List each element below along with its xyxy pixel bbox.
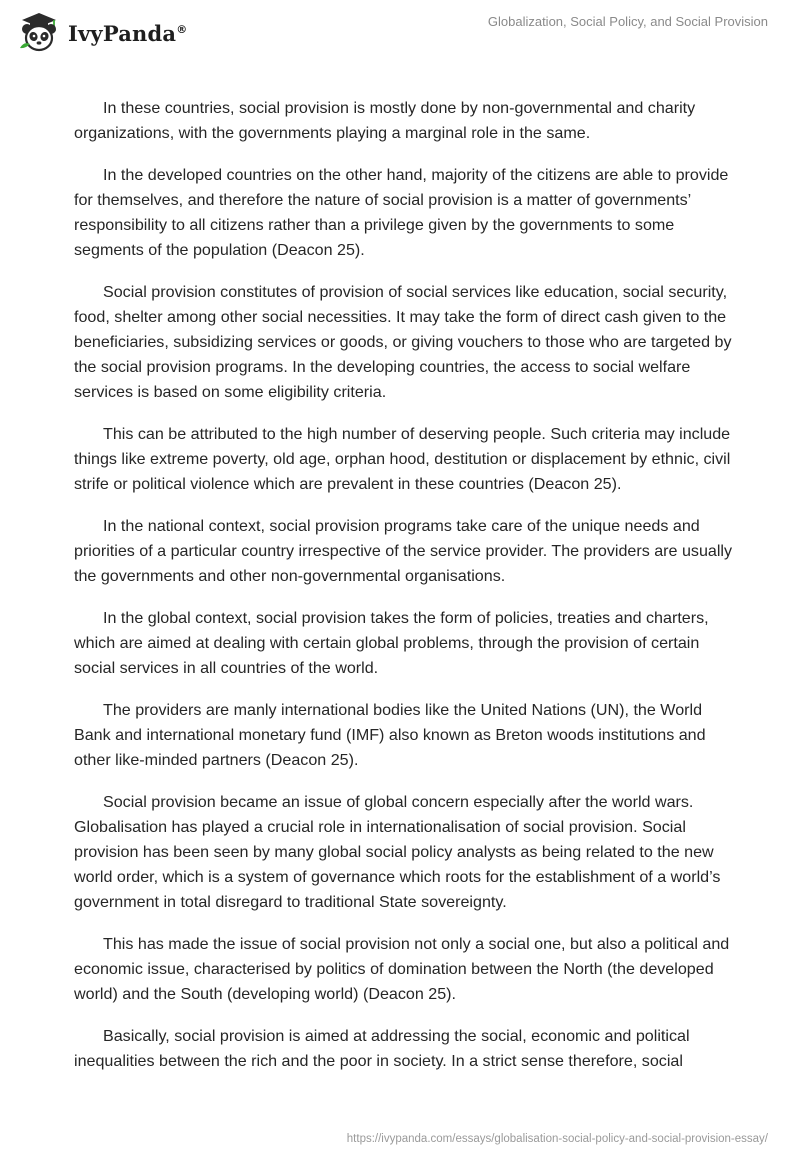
essay-body [74,96,734,1091]
paragraph-8: Social provision became an issue of global concern especially after the world wars. Globalisation has played a crucial role in internationalisation of social provision. Social provision has been seen by many global social policy analysts as being related to the new world order, which is a system of governance which roots for the establishment of a world’s government in total disregard to traditional State sovereignty. [74,793,721,911]
paragraph-1: In these countries, social provision is mostly done by non-governmental and charity organizations, with the governments playing a marginal role in the same. [74,99,696,142]
registered-mark: ® [176,22,188,36]
panda-graduate-icon [16,8,62,54]
paragraph-3: Social provision constitutes of provision of social services like education, social security, food, shelter among other social necessities. It may take the form of direct cash given to the beneficiaries, subsidizing services or goods, or giving vouchers to those who are targeted by the social provision programs. In the developing countries, the access to social welfare services is based on some eligibility criteria. [74,283,732,401]
page-header [0,0,800,60]
paragraph-9: This has made the issue of social provision not only a social one, but also a political and economic issue, characterised by politics of domination between the North (the developed world) and the South (developing world) (Deacon 25). [74,935,730,1003]
source-url-link[interactable]: https://ivypanda.com/essays/globalisation-social-policy-and-social-provision-essay/ [346,1133,768,1145]
paragraph-5: In the national context, social provision programs take care of the unique needs and priorities of a particular country irrespective of the service provider. The providers are usually the governments and other non-governmental organisations. [74,517,733,585]
paragraph-10: Basically, social provision is aimed at addressing the social, economic and political inequalities between the rich and the poor in society. In a strict sense therefore, social [74,1027,690,1070]
paragraph-6: In the global context, social provision takes the form of policies, treaties and charters, which are aimed at dealing with certain global problems, through the provision of certain social services in all countries of the world. [74,609,709,677]
document-title: Globalization, Social Policy, and Social Provision [487,14,768,29]
paragraph-4: This can be attributed to the high number of deserving people. Such criteria may include things like extreme poverty, old age, orphan hood, destitution or displacement by ethnic, civil strife or political violence which are prevalent in these countries (Deacon 25). [74,425,731,493]
paragraph-2: In the developed countries on the other hand, majority of the citizens are able to provide for themselves, and therefore the nature of social provision is a matter of governments’ responsibility to all citizens rather than a privilege given by the governments to some segments of the population (Deacon 25). [74,166,729,259]
ivypanda-logo[interactable] [16,8,187,54]
logo-wordmark: IvyPanda® [68,20,188,46]
paragraph-7: The providers are manly international bodies like the United Nations (UN), the World Bank and international monetary fund (IMF) also known as Breton woods institutions and other like-minded partners (Deacon 25). [74,701,706,769]
